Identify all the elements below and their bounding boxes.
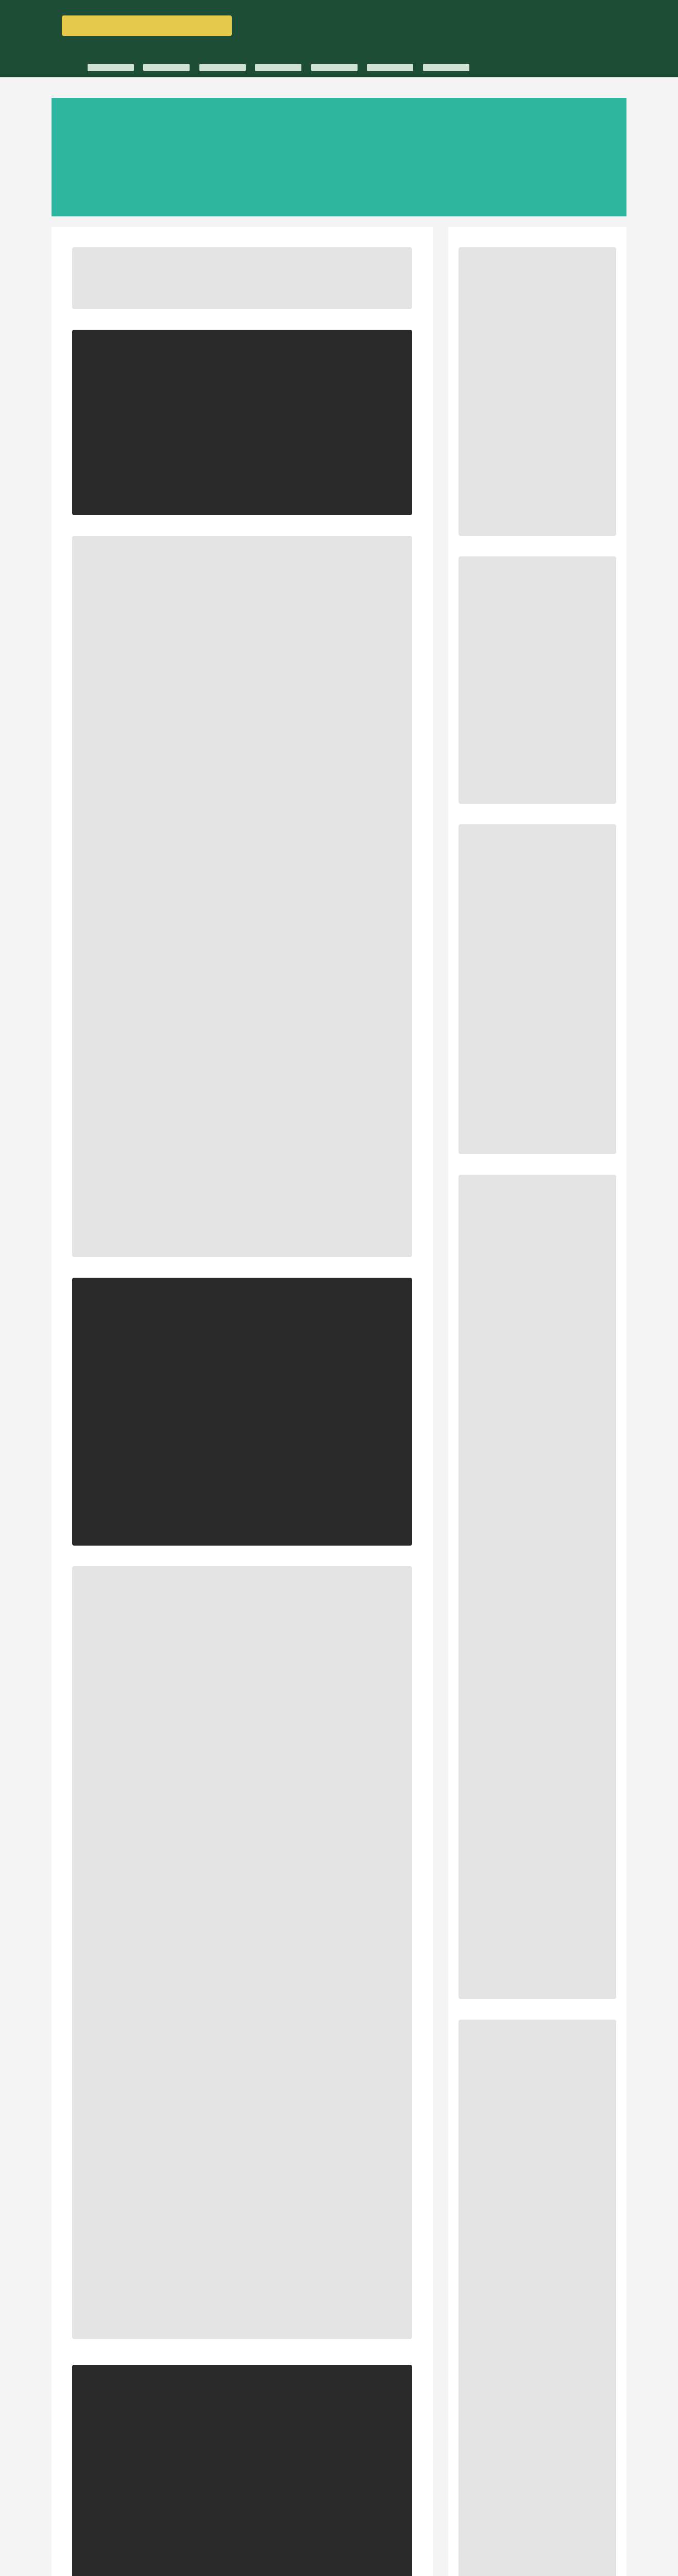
article-illustration — [72, 1278, 412, 1546]
nav-item[interactable] — [88, 64, 134, 71]
nav-item[interactable] — [143, 64, 190, 71]
sidebar-widget — [459, 2020, 616, 2576]
site-logo[interactable] — [62, 15, 232, 36]
nav-item[interactable] — [423, 64, 469, 71]
nav-item[interactable] — [255, 64, 301, 71]
article-image — [72, 330, 412, 515]
promo-banner[interactable] — [52, 98, 626, 216]
nav-item[interactable] — [311, 64, 358, 71]
sidebar — [448, 227, 626, 2576]
nav-item[interactable] — [367, 64, 413, 71]
article-header-block — [72, 247, 412, 309]
sidebar-widget — [459, 556, 616, 804]
sidebar-widget — [459, 247, 616, 536]
sidebar-widget — [459, 824, 616, 1154]
article-body-block — [72, 1566, 412, 2339]
sidebar-widget — [459, 1175, 616, 1999]
article-body-block — [72, 536, 412, 1257]
main-nav — [88, 61, 531, 74]
main-content — [52, 227, 433, 2576]
nav-item[interactable] — [199, 64, 246, 71]
site-header — [0, 0, 678, 77]
promo-image[interactable] — [72, 2365, 412, 2576]
